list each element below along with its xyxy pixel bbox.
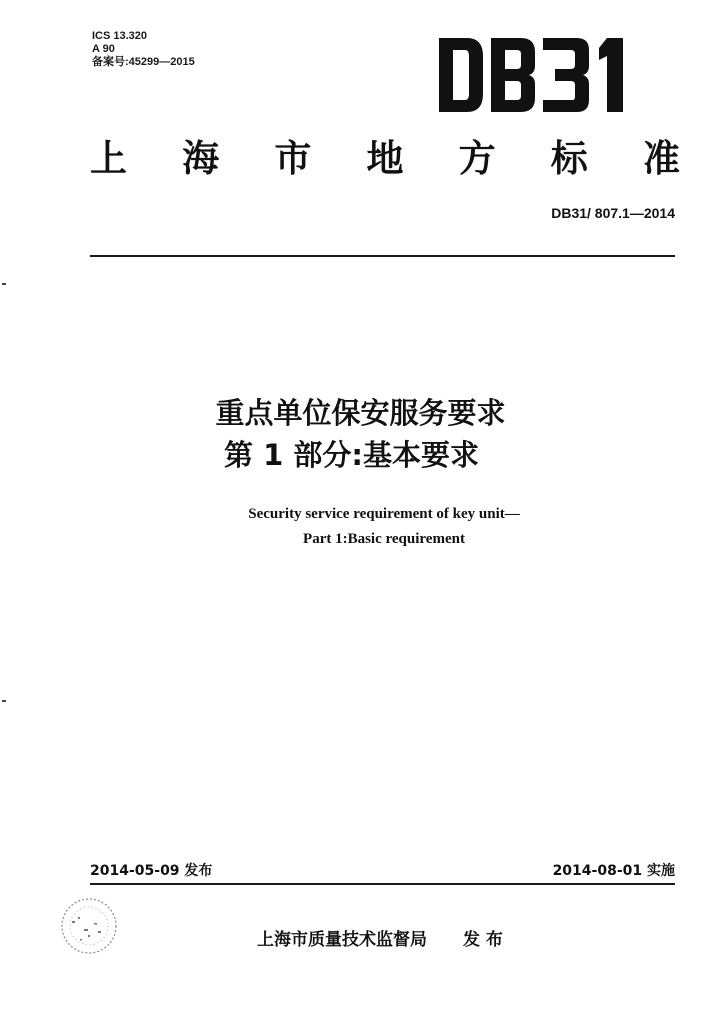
seal-stamp-icon [58,895,120,957]
effective-date: 2014-08-01 实施 [552,863,675,879]
ccs-code: A 90 [92,43,115,55]
db31-logo [437,36,637,114]
scan-mark [2,283,6,285]
record-number: 备案号:45299—2015 [92,56,195,68]
heading-char: 地 [366,136,404,180]
issuer-action: 发 布 [463,930,503,950]
issuer-name: 上海市质量技术监督局 [257,930,427,950]
heading-char: 上 [90,136,127,180]
title-cn-line1: 重点单位保安服务要求 [215,396,506,430]
standard-number: DB31/ 807.1—2014 [551,205,675,221]
heading-char: 准 [642,136,680,180]
heading-char: 市 [274,136,312,180]
heading-char: 海 [182,136,220,180]
heading-char: 方 [458,136,496,180]
heading-char: 标 [550,136,588,180]
ics-code: ICS 13.320 [92,30,148,42]
footer-divider [90,883,675,885]
standard-type-heading [90,136,680,180]
title-chinese [0,392,721,476]
scan-mark [2,700,6,702]
title-cn-line2: 第 1 部分:基本要求 [224,438,479,472]
title-english [0,502,721,552]
standard-metadata [92,30,195,69]
title-en-line1: Security service requirement of key unit— [248,506,520,522]
issuing-authority [257,925,503,950]
title-en-line2: Part 1:Basic requirement [303,531,465,547]
publish-date: 2014-05-09 发布 [90,863,213,879]
header-divider [90,255,675,257]
